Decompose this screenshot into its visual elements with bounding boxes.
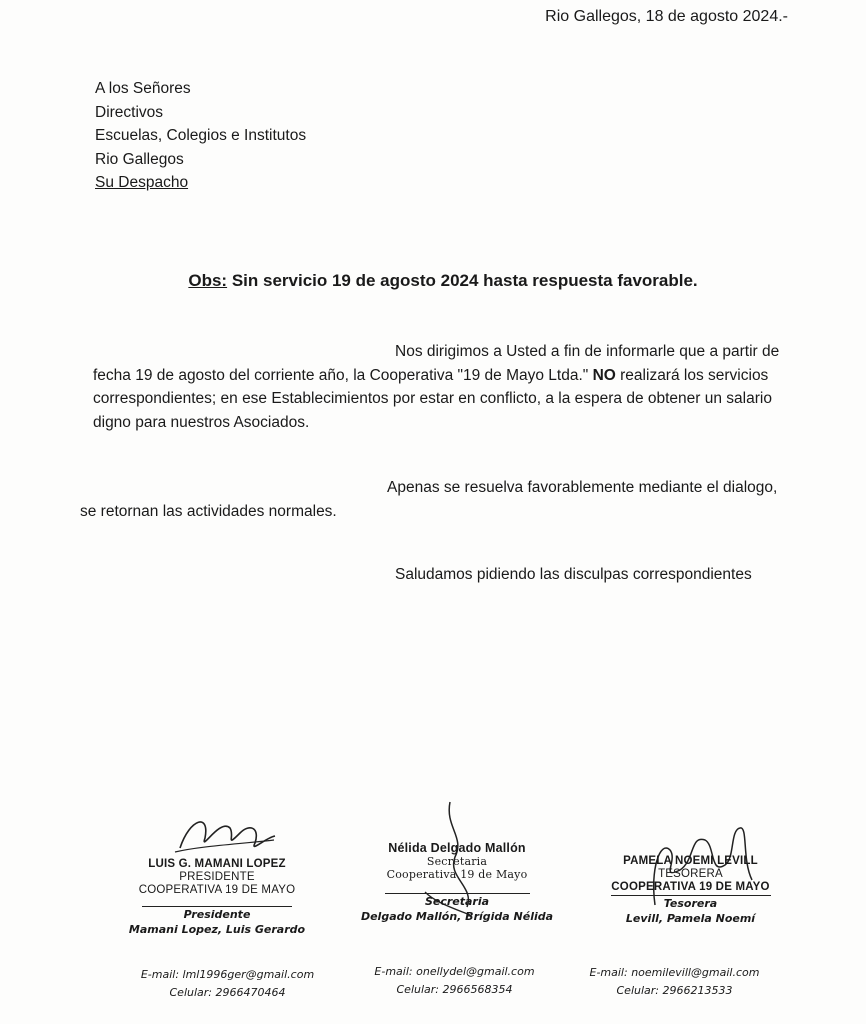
stamp-name: Nélida Delgado Mallón xyxy=(388,841,526,855)
stamp-role: TESORERA xyxy=(658,868,723,880)
closing-line: Saludamos pidiendo las disculpas correspondientes xyxy=(395,566,752,583)
contact-email: E-mail: lml1996ger@gmail.com xyxy=(140,968,315,981)
paragraph-1-part-1: Nos dirigimos a Usted a fin de informarle que a partir de fecha 19 de agosto del corriente año, la Cooperativa "19 de Mayo Ltda." xyxy=(93,343,780,384)
recipient-line-5: Su Despacho xyxy=(95,174,189,191)
stamp-president xyxy=(112,858,322,897)
paragraph-1-emphasis: NO xyxy=(592,366,616,384)
signer-full-name: Levill, Pamela Noemí xyxy=(625,912,756,925)
paragraph-2-text: Apenas se resuelva favorablemente mediante el dialogo, se retornan las actividades normales. xyxy=(80,479,778,520)
obs-text: Sin servicio 19 de agosto 2024 hasta respuesta favorable. xyxy=(227,271,698,290)
signature-block-president xyxy=(112,858,322,937)
contact-treasurer xyxy=(562,964,787,1000)
stamp-name: LUIS G. MAMANI LOPEZ xyxy=(148,858,286,870)
signature-block-secretary xyxy=(357,842,557,924)
contact-secretary xyxy=(357,963,552,999)
obs-label: Obs: xyxy=(188,271,228,290)
contact-cell: Celular: 2966568354 xyxy=(396,983,513,996)
signer-role: Presidente xyxy=(183,908,251,921)
contact-cell: Celular: 2966470464 xyxy=(169,986,286,999)
body-paragraph-1 xyxy=(93,340,793,434)
stamp-org: COOPERATIVA 19 DE MAYO xyxy=(138,884,296,896)
signer-role: Secretaria xyxy=(424,895,490,908)
stamp-secretary xyxy=(357,842,557,881)
paragraph-1-part-2: realizará los servicios correspondientes; en ese Establecimientos por estar en conflicto, a la espera de obtener un salario digno para nuestros Asociados. xyxy=(93,366,772,431)
contact-email: E-mail: noemilevill@gmail.com xyxy=(589,966,760,979)
recipient-line-1: A los Señores xyxy=(95,80,191,97)
stamp-role: Secretaria xyxy=(426,855,488,868)
stamp-org: Cooperativa 19 de Mayo xyxy=(386,868,528,881)
stamp-role: PRESIDENTE xyxy=(179,871,255,883)
signature-scribble-1 xyxy=(170,808,280,858)
body-paragraph-2 xyxy=(80,476,780,523)
contact-president xyxy=(120,966,335,1002)
recipient-line-3: Escuelas, Colegios e Institutos xyxy=(95,127,307,144)
signer-full-name: Mamani Lopez, Luis Gerardo xyxy=(128,923,306,936)
signer-role: Tesorera xyxy=(663,897,718,910)
signature-block-treasurer xyxy=(598,855,783,926)
recipient-line-2: Directivos xyxy=(95,103,164,121)
stamp-org: COOPERATIVA 19 DE MAYO xyxy=(611,881,770,893)
signer-full-name: Delgado Mallón, Brígida Nélida xyxy=(360,910,554,923)
stamp-name: PAMELA NOEMI LEVILL xyxy=(623,855,758,867)
obs-heading xyxy=(0,271,866,291)
letter-date: Rio Gallegos, 18 de agosto 2024.- xyxy=(545,8,788,25)
contact-email: E-mail: onellydel@gmail.com xyxy=(374,965,535,978)
stamp-treasurer xyxy=(598,855,783,894)
recipient-block xyxy=(95,77,306,195)
contact-cell: Celular: 2966213533 xyxy=(616,984,733,997)
recipient-line-4: Rio Gallegos xyxy=(95,150,184,168)
